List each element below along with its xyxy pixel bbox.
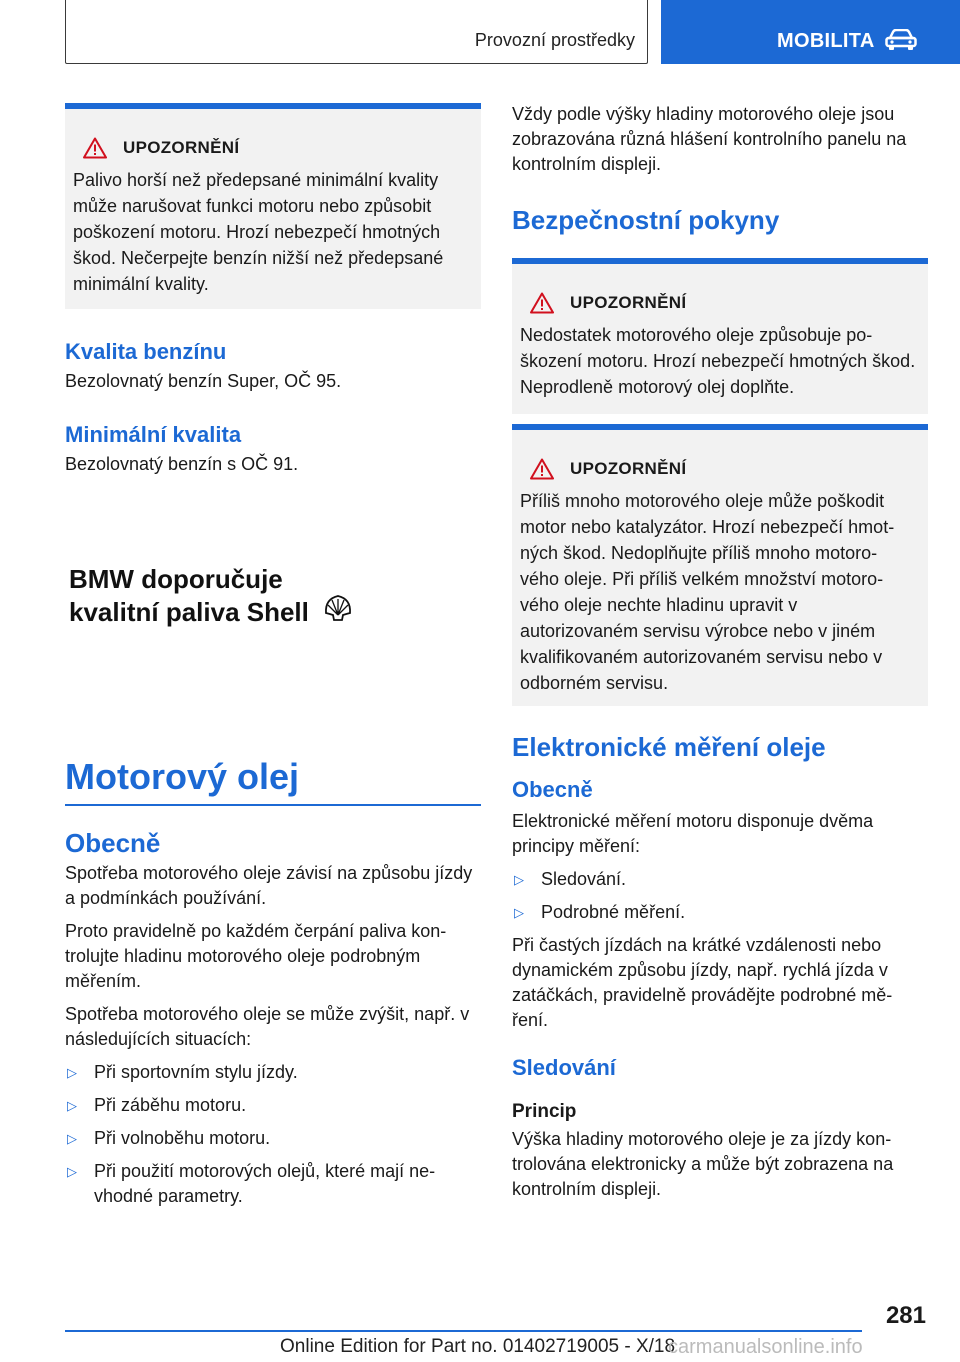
paragraph-check: Proto pravidelně po každém čerpání paliva kon- trolujte hladinu motorového oleje podrobným měřením.: [65, 921, 447, 991]
shell-line-2: kvalitní paliva Shell: [69, 597, 309, 627]
page-number: 281: [885, 1302, 926, 1329]
situations-list: [65, 1060, 481, 1209]
paragraph-princip: Výška hladiny motorového oleje je za jízdy kon- trolována elektronicky a může být zobrazena na kontrolním displeji.: [512, 1129, 894, 1199]
bullet-triangle-icon: ▷: [67, 1098, 77, 1113]
heading-kvalita-benzinu: Kvalita benzínu: [65, 339, 227, 364]
heading-minimalni-kvalita: Minimální kvalita: [65, 422, 242, 447]
header-chapter-label: MOBILITA: [777, 30, 875, 52]
warning-title-row: [73, 135, 473, 161]
right-column: [512, 102, 928, 1202]
warning-title-row: [520, 456, 920, 482]
warning-title: UPOZORNĚNÍ: [570, 459, 687, 478]
list-item: ▷ Při použití motorových olejů, které mají ne- vhodné parametry.: [67, 1161, 436, 1206]
warning-box-fuel: [65, 103, 481, 309]
heading-elektronicke-mereni: Elektronické měření oleje: [512, 732, 826, 762]
shell-logo-icon: [323, 593, 353, 623]
header-section-box: [65, 0, 648, 64]
warning-text: Palivo horší než předepsané minimální kvality může narušovat funkci motoru nebo způsobit poškození motoru. Hrozí nebezpečí hmotných škod. Nečerpejte benzín nižší než předepsané minimální kvality.: [73, 170, 444, 294]
watermark: carmanualsonline.info: [668, 1336, 863, 1358]
paragraph-intro: Vždy podle výšky hladiny motorového oleje jsou zobrazována různá hlášení kontrolního panelu na kontrolním displeji.: [512, 104, 907, 174]
heading-obecne-right: Obecně: [512, 777, 593, 802]
warning-triangle-icon: [530, 458, 554, 480]
kvalita-text: Bezolovnatý benzín Super, OČ 95.: [65, 371, 342, 391]
principles-list: [512, 867, 928, 925]
warning-triangle-icon: [83, 137, 107, 159]
list-item: ▷ Podrobné měření.: [512, 900, 928, 925]
car-icon: [885, 29, 917, 51]
heading-obecne-left: Obecně: [65, 828, 161, 858]
warning-text: Příliš mnoho motorového oleje může poškodit motor nebo katalyzátor. Hrozí nebezpečí hmot- ných škod. Nedoplňujte příliš mnoho motoro- vého oleje. Při příliš velkém množství motoro- vého oleje nechte hladinu upravit v autorizovaném servisu výrobce nebo v jiném kvalifikovaném autorizovaném servisu nebo v odborném servisu.: [520, 491, 895, 693]
footer-rule: [65, 1330, 862, 1332]
warning-triangle-icon: [530, 292, 554, 314]
header-section-title: Provozní prostředky: [474, 30, 635, 50]
list-item: ▷ Sledování.: [512, 867, 928, 892]
paragraph-situations: Spotřeba motorového oleje se může zvýšit, např. v následujících situacích:: [65, 1004, 470, 1049]
paragraph-consumption: Spotřeba motorového oleje závisí na způsobu jízdy a podmínkách používání.: [65, 863, 473, 908]
shell-recommendation: [69, 563, 359, 633]
warning-box-low-oil: [512, 258, 928, 414]
bullet-triangle-icon: ▷: [67, 1065, 77, 1080]
list-item: ▷ Při sportovním stylu jízdy.: [65, 1060, 481, 1085]
heading-sledovani: Sledování: [512, 1055, 616, 1080]
warning-title-row: [520, 290, 920, 316]
bullet-triangle-icon: ▷: [514, 872, 524, 887]
bullet-triangle-icon: ▷: [67, 1164, 77, 1179]
warning-title: UPOZORNĚNÍ: [123, 138, 240, 157]
minimalni-text: Bezolovnatý benzín s OČ 91.: [65, 454, 299, 474]
warning-title: UPOZORNĚNÍ: [570, 293, 687, 312]
list-item: ▷ Při volnoběhu motoru.: [65, 1126, 481, 1151]
bullet-triangle-icon: ▷: [514, 905, 524, 920]
bullet-triangle-icon: ▷: [67, 1131, 77, 1146]
heading-princip: Princip: [512, 1101, 577, 1122]
list-item: ▷ Při záběhu motoru.: [65, 1093, 481, 1118]
warning-box-too-much-oil: [512, 424, 928, 706]
paragraph-short-trips: Při častých jízdách na krátké vzdálenosti nebo dynamickém způsobu jízdy, např. rychlá jízda v zatáčkách, pravidelně provádějte podrobné mě- ření.: [512, 935, 893, 1030]
paragraph-principles: Elektronické měření motoru disponuje dvěma principy měření:: [512, 811, 874, 856]
header-chapter-tab[interactable]: [661, 0, 960, 64]
footer-edition: Online Edition for Part no. 01402719005 - X/18: [280, 1336, 676, 1357]
heading-bezpecnostni-pokyny: Bezpečnostní pokyny: [512, 205, 780, 235]
warning-text: Nedostatek motorového oleje způsobuje po- škození motoru. Hrozí nebezpečí hmotných škod. Neprodleně motorový olej doplňte.: [520, 325, 916, 397]
left-column-oil: [65, 756, 481, 1217]
chapter-title: Motorový olej: [65, 756, 481, 806]
left-column: [65, 103, 481, 477]
shell-line-1: BMW doporučuje: [69, 564, 283, 594]
